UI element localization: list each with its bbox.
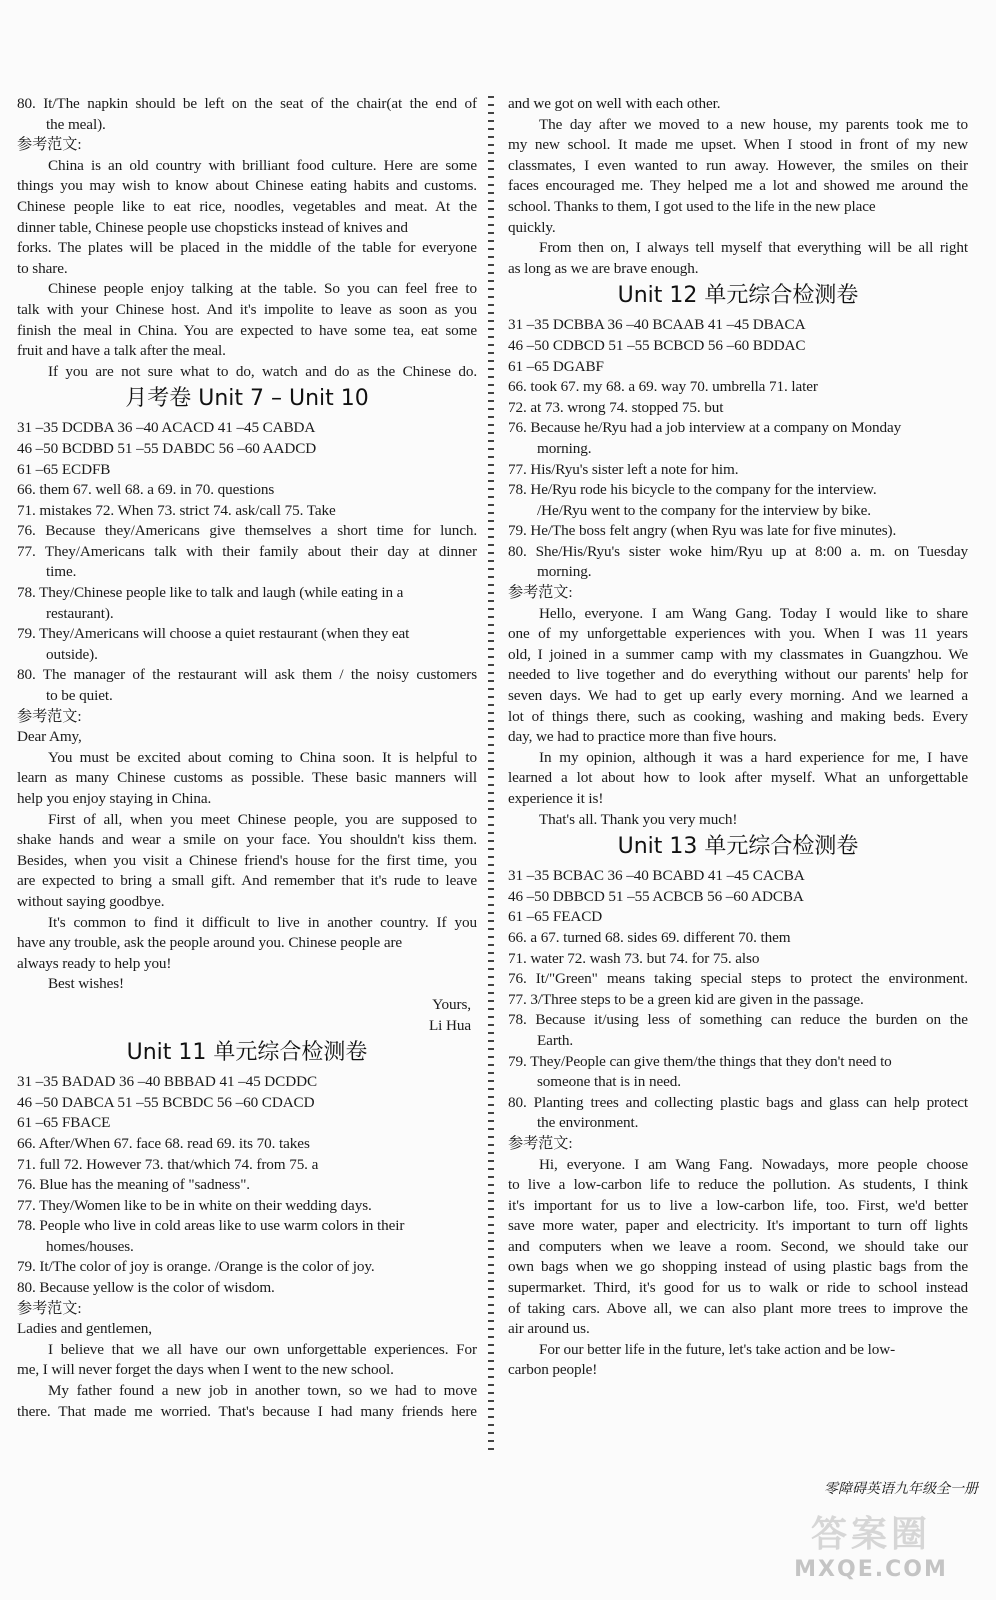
text-line: Li Hua [429, 1016, 471, 1034]
text-line: air around us. [508, 1320, 590, 1338]
text-line: 80. Because yellow is the color of wisdom. [17, 1279, 275, 1297]
text-line: If you are not sure what to do, watch and do as the Chinese do. [48, 362, 478, 380]
watermark-text: 答案圈 [810, 1514, 931, 1555]
text-line: 80. The manager of the restaurant will ask them / the noisy customers [17, 666, 478, 684]
text-line: 46 –50 CDBCD 51 –55 BCBCD 56 –60 BDDAC [508, 336, 806, 354]
text-line: 79. They/People can give them/the things that they don't need to [508, 1052, 892, 1070]
text-line: 78. He/Ryu rode his bicycle to the company for the interview. [508, 481, 877, 499]
text-line: morning. [537, 563, 592, 581]
text-line: forks. The plates will be placed in the middle of the table for everyone [17, 239, 477, 257]
text-line: lot of things there, such as cooking, washing and making beds. Every [508, 707, 969, 725]
left-column [17, 94, 477, 1422]
text-line: First of all, when you meet Chinese people, you are supposed to [48, 810, 477, 828]
text-line: dinner table, Chinese people use chopsticks instead of knives and [17, 218, 408, 236]
text-line: the environment. [537, 1114, 639, 1132]
text-line: 66. them 67. well 68. a 69. in 70. questions [17, 481, 275, 499]
section-heading: Unit 11 单元综合检测卷 [126, 1040, 368, 1066]
text-line: have any trouble, ask the people around you. Chinese people are [17, 934, 403, 952]
text-line: carbon people! [508, 1361, 598, 1379]
text-line: things you may wish to know about Chinese eating habits and customs. [17, 177, 477, 195]
text-line: classmates, I even wanted to run away. However, the smiles on their [508, 156, 969, 174]
text-line: Chinese people enjoy talking at the table. So you can feel free to [48, 280, 477, 298]
text-line: It's common to find it difficult to live in another country. If you [48, 913, 477, 931]
text-line: to share. [17, 259, 68, 277]
text-line: 71. water 72. wash 73. but 74. for 75. also [508, 949, 760, 967]
text-line: shake hands and wear a smile on your face. You shouldn't kiss them. [17, 831, 477, 849]
text-line: to live a low-carbon life to reduce the pollution. As students, I think [508, 1176, 969, 1194]
text-line: 参考范文: [17, 707, 82, 725]
text-line: For our better life in the future, let's take action and be low- [539, 1340, 896, 1358]
text-line: time. [46, 563, 77, 581]
text-line: I believe that we all have our own unforgettable experiences. For [48, 1340, 477, 1358]
text-line: 参考范文: [17, 136, 82, 154]
text-line: my new school. It made me upset. When I stood in front of my new [508, 136, 969, 154]
text-line: someone that is in need. [537, 1073, 681, 1091]
text-line: 61 –65 ECDFB [17, 460, 111, 478]
text-line: day, we had to practice more than five hours. [508, 728, 777, 746]
text-line: 61 –65 DGABF [508, 357, 604, 375]
text-line: 77. They/Women like to be in white on their wedding days. [17, 1196, 372, 1214]
text-line: outside). [46, 645, 98, 663]
text-line: one of my unforgettable experiences with you. When I was 11 years [508, 625, 968, 643]
text-line: talk with your Chinese host. And it's impolite to leave as soon as you [17, 300, 478, 318]
text-line: 78. They/Chinese people like to talk and laugh (while eating in a [17, 584, 404, 602]
text-line: the meal). [46, 115, 106, 133]
text-line: old, I joined in a summer camp with my classmates in Guangzhou. We [508, 645, 969, 663]
text-line: 参考范文: [508, 1134, 573, 1152]
text-line: Ladies and gentlemen, [17, 1320, 152, 1338]
text-line: Besides, when you visit a Chinese friend's house for the first time, you [17, 851, 477, 869]
text-line: 31 –35 BADAD 36 –40 BBBAD 41 –45 DCDDC [17, 1073, 317, 1091]
text-line: 76. It/"Green" means taking special steps to protect the environment. [508, 970, 968, 988]
text-line: 79. They/Americans will choose a quiet restaurant (when they eat [17, 625, 410, 643]
text-line: China is an old country with brilliant food culture. Here are some [48, 156, 477, 174]
text-line: quickly. [508, 218, 556, 236]
text-line: Hello, everyone. I am Wang Gang. Today I would like to share [539, 604, 968, 622]
text-line: learned a lot about how to look after myself. What an unforgettable [508, 769, 969, 787]
text-line: 79. It/The color of joy is orange. /Orange is the color of joy. [17, 1258, 375, 1276]
text-line: 80. It/The napkin should be left on the seat of the chair(at the end of [17, 95, 477, 112]
right-column [508, 94, 968, 1381]
text-line: 78. People who live in cold areas like to use warm colors in their [17, 1217, 405, 1235]
text-line: own bags when we go shopping instead of using plastic bags from the [508, 1258, 969, 1276]
section-heading: Unit 12 单元综合检测卷 [617, 283, 859, 309]
text-line: faces encouraged me. They helped me a lot and showed me around the [508, 177, 969, 195]
text-line: 31 –35 DCDBA 36 –40 ACACD 41 –45 CABDA [17, 419, 316, 437]
text-line: 76. Because they/Americans give themselves a short time for lunch. [17, 522, 478, 540]
text-line: My father found a new job in another town, so we had to move [48, 1382, 477, 1400]
text-line: experience it is! [508, 790, 604, 807]
text-line: 80. She/His/Ryu's sister woke him/Ryu up at 8:00 a. m. on Tuesday [508, 542, 968, 560]
text-line: 46 –50 DBBCD 51 –55 ACBCB 56 –60 ADCBA [508, 887, 804, 905]
text-line: 71. full 72. However 73. that/which 74. from 75. a [17, 1155, 319, 1173]
text-line: and we got on well with each other. [508, 95, 721, 112]
text-line: are expected to bring a small gift. And remember that it's rude to leave [17, 872, 478, 890]
text-line: without saying goodbye. [17, 892, 165, 910]
text-line: learn as many Chinese customs as possible. These basic manners will [17, 769, 478, 787]
text-line: Yours, [432, 995, 471, 1013]
text-line: 31 –35 BCBAC 36 –40 BCABD 41 –45 CACBA [508, 867, 805, 885]
text-line: In my opinion, although it was a hard experience for me, I have [539, 748, 968, 766]
text-line: 77. 3/Three steps to be a green kid are given in the passage. [508, 990, 864, 1008]
book-title-footer: 零障碍英语九年级全一册 [824, 1481, 978, 1497]
text-line: 72. at 73. wrong 74. stopped 75. but [508, 398, 724, 416]
text-line: finish the meal in China. You are expected to have some tea, eat some [17, 321, 478, 339]
text-line: needed to live together and do everything without our parents' help for [508, 666, 969, 684]
column-divider [488, 96, 494, 1452]
text-line: 66. took 67. my 68. a 69. way 70. umbrella 71. later [508, 378, 818, 396]
text-line: save more water, paper and electricity. It's important to turn off lights [508, 1217, 968, 1235]
text-line: 参考范文: [508, 584, 573, 602]
text-line: 31 –35 DCBBA 36 –40 BCAAB 41 –45 DBACA [508, 316, 806, 334]
text-line: it's important for us to live a low-carbon life, too. First, we'd better [508, 1196, 968, 1214]
text-line: That's all. Thank you very much! [539, 810, 738, 828]
text-line: 61 –65 FBACE [17, 1114, 111, 1132]
text-line: there. That made me worried. That's because I had many friends here [17, 1402, 477, 1420]
text-line: You must be excited about coming to China soon. It is helpful to [48, 748, 477, 766]
text-line: restaurant). [46, 604, 114, 622]
text-line: and computers when we leave a room. Second, we should take our [508, 1237, 968, 1255]
text-line: From then on, I always tell myself that everything will be all right [539, 239, 968, 257]
text-line: Earth. [537, 1031, 574, 1049]
text-line: Dear Amy, [17, 728, 82, 746]
text-line: 79. He/The boss felt angry (when Ryu was late for five minutes). [508, 522, 897, 540]
text-line: always ready to help you! [17, 954, 172, 972]
section-heading: Unit 13 单元综合检测卷 [617, 834, 859, 860]
text-line: The day after we moved to a new house, my parents took me to [539, 115, 969, 133]
text-line: Hi, everyone. I am Wang Fang. Nowadays, more people choose [539, 1155, 969, 1173]
text-line: 77. They/Americans talk with their family about their day at dinner [17, 542, 478, 560]
text-line: supermarket. Third, it's good for us to walk or ride to school instead [508, 1279, 969, 1297]
text-line: school. Thanks to them, I got used to the life in the new place [508, 197, 876, 215]
text-line: 66. a 67. turned 68. sides 69. different 70. them [508, 928, 791, 946]
text-line: /He/Ryu went to the company for the interview by bike. [537, 501, 871, 519]
watermark-logo [766, 1506, 976, 1586]
text-line: 46 –50 BCDBD 51 –55 DABDC 56 –60 AADCD [17, 439, 317, 457]
text-line: Chinese people like to eat rice, noodles, vegetables and meat. At the [17, 197, 477, 215]
text-line: seven days. We had to get up early every morning. And we learned a [508, 687, 969, 705]
text-line: morning. [537, 439, 592, 457]
text-line: as long as we are brave enough. [508, 259, 699, 277]
section-heading: 月考卷 Unit 7 – Unit 10 [125, 386, 369, 412]
text-line: 71. mistakes 72. When 73. strict 74. ask/call 75. Take [17, 501, 336, 519]
text-line: 66. After/When 67. face 68. read 69. its 70. takes [17, 1134, 310, 1152]
text-line: 76. Blue has the meaning of "sadness". [17, 1176, 250, 1194]
text-line: homes/houses. [46, 1237, 134, 1255]
text-line: 参考范文: [17, 1299, 82, 1317]
text-line: of taking cars. Above all, we can also plant more trees to improve the [508, 1299, 968, 1317]
text-line: Best wishes! [48, 975, 124, 993]
text-line: 80. Planting trees and collecting plastic bags and glass can help protect [508, 1093, 969, 1111]
text-line: 61 –65 FEACD [508, 908, 603, 926]
text-line: 78. Because it/using less of something can reduce the burden on the [508, 1011, 968, 1029]
text-line: me, I will never forget the days when I went to the new school. [17, 1361, 394, 1379]
text-line: help you enjoy staying in China. [17, 790, 212, 807]
text-line: to be quiet. [46, 687, 113, 705]
watermark-url: MXQE.COM [794, 1557, 948, 1582]
text-line: 76. Because he/Ryu had a job interview at a company on Monday [508, 419, 902, 437]
text-line: 77. His/Ryu's sister left a note for him. [508, 460, 739, 478]
text-line: 46 –50 DABCA 51 –55 BCBDC 56 –60 CDACD [17, 1093, 315, 1111]
text-line: fruit and have a talk after the meal. [17, 342, 226, 360]
